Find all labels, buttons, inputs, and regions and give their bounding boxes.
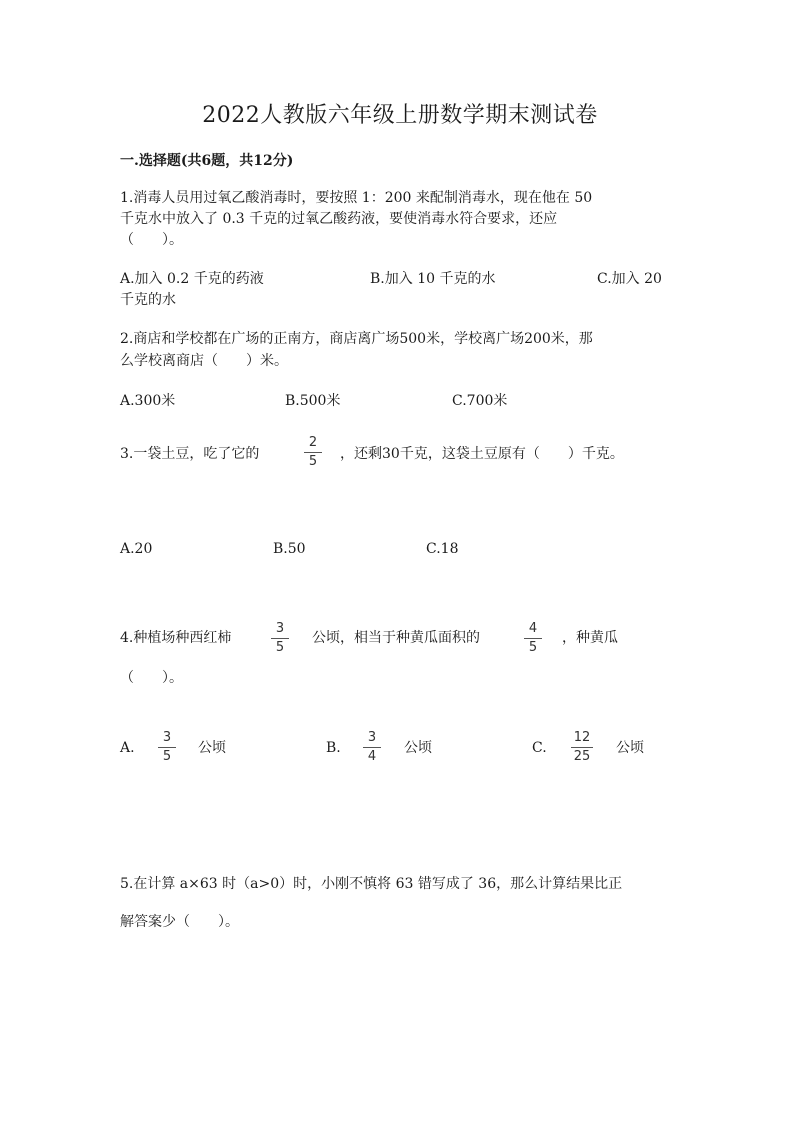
q3-text-pre: 3.一袋土豆，吃了它的 [120,446,260,462]
q4-option-b-fraction [361,731,383,764]
q4-text-post: ，种黄瓜 [562,630,618,646]
q4-option-c-denominator: 25 [573,749,591,764]
fraction-bar [571,747,593,748]
q4-option-b-denominator: 4 [367,749,377,764]
section-heading: 一.选择题(共6题，共12分) [120,153,294,169]
q4-option-a-fraction [156,731,178,764]
q4-option-a-unit: 公顷 [198,740,226,756]
fraction-bar [158,747,176,748]
q2-option-c[interactable]: C.700米 [452,393,508,409]
q4-fraction-1-numerator: 3 [275,621,285,636]
q1-option-a[interactable]: A.加入 0.2 千克的药液 [120,271,264,287]
q4-fraction-2-denominator: 5 [528,640,538,655]
q4-option-c-fraction [569,731,595,764]
q3-fraction-numerator: 2 [308,435,318,450]
q4-fraction-2 [522,622,544,655]
q1-option-c[interactable]: C.加入 20 [597,271,662,287]
q5-text-line1: 5.在计算 a×63 时（a>0）时，小刚不慎将 63 错写成了 36，那么计算结果比正 [120,876,623,892]
fraction-bar [524,638,542,639]
q4-option-a-numerator: 3 [162,730,172,745]
q3-text-post: ，还剩30千克，这袋土豆原有（ ）千克。 [340,446,624,462]
q1-text-line3: （ ）。 [120,232,183,248]
q4-option-b-numerator: 3 [367,730,377,745]
q5-text-line2: 解答案少（ ）。 [120,914,239,930]
q1-option-c-cont: 千克的水 [120,292,176,308]
q1-text-line1: 1.消毒人员用过氧乙酸消毒时，要按照 1：200 来配制消毒水，现在他在 50 [120,190,593,206]
q4-fraction-2-numerator: 4 [528,621,538,636]
q2-option-a[interactable]: A.300米 [120,393,176,409]
q3-option-a[interactable]: A.20 [120,541,153,557]
q4-option-b-unit: 公顷 [404,740,432,756]
q4-text-line2: （ ）。 [120,670,183,686]
fraction-bar [363,747,381,748]
q4-option-a-denominator: 5 [162,749,172,764]
q4-option-c[interactable]: C. [532,740,547,756]
page-title: 2022人教版六年级上册数学期末测试卷 [202,103,598,128]
q4-text-pre: 4.种植场种西红柿 [120,630,232,646]
q2-text-line1: 2.商店和学校都在广场的正南方，商店离广场500米，学校离广场200米，那 [120,331,593,347]
q3-option-b[interactable]: B.50 [273,541,306,557]
q1-text-line2: 千克水中放入了 0.3 千克的过氧乙酸药液，要使消毒水符合要求，还应 [120,211,558,227]
fraction-bar [271,638,289,639]
q4-option-c-unit: 公顷 [616,740,644,756]
q4-option-b[interactable]: B. [326,740,341,756]
q3-fraction [302,436,324,469]
q4-option-c-numerator: 12 [573,730,591,745]
q4-text-mid: 公顷，相当于种黄瓜面积的 [312,630,480,646]
q1-option-b[interactable]: B.加入 10 千克的水 [370,271,496,287]
fraction-bar [304,452,322,453]
q4-option-a[interactable]: A. [120,740,135,756]
q3-option-c[interactable]: C.18 [426,541,459,557]
q2-text-line2: 么学校离商店（ ）米。 [120,353,288,369]
q4-fraction-1-denominator: 5 [275,640,285,655]
q2-option-b[interactable]: B.500米 [285,393,341,409]
q4-fraction-1 [269,622,291,655]
q3-fraction-denominator: 5 [308,454,318,469]
